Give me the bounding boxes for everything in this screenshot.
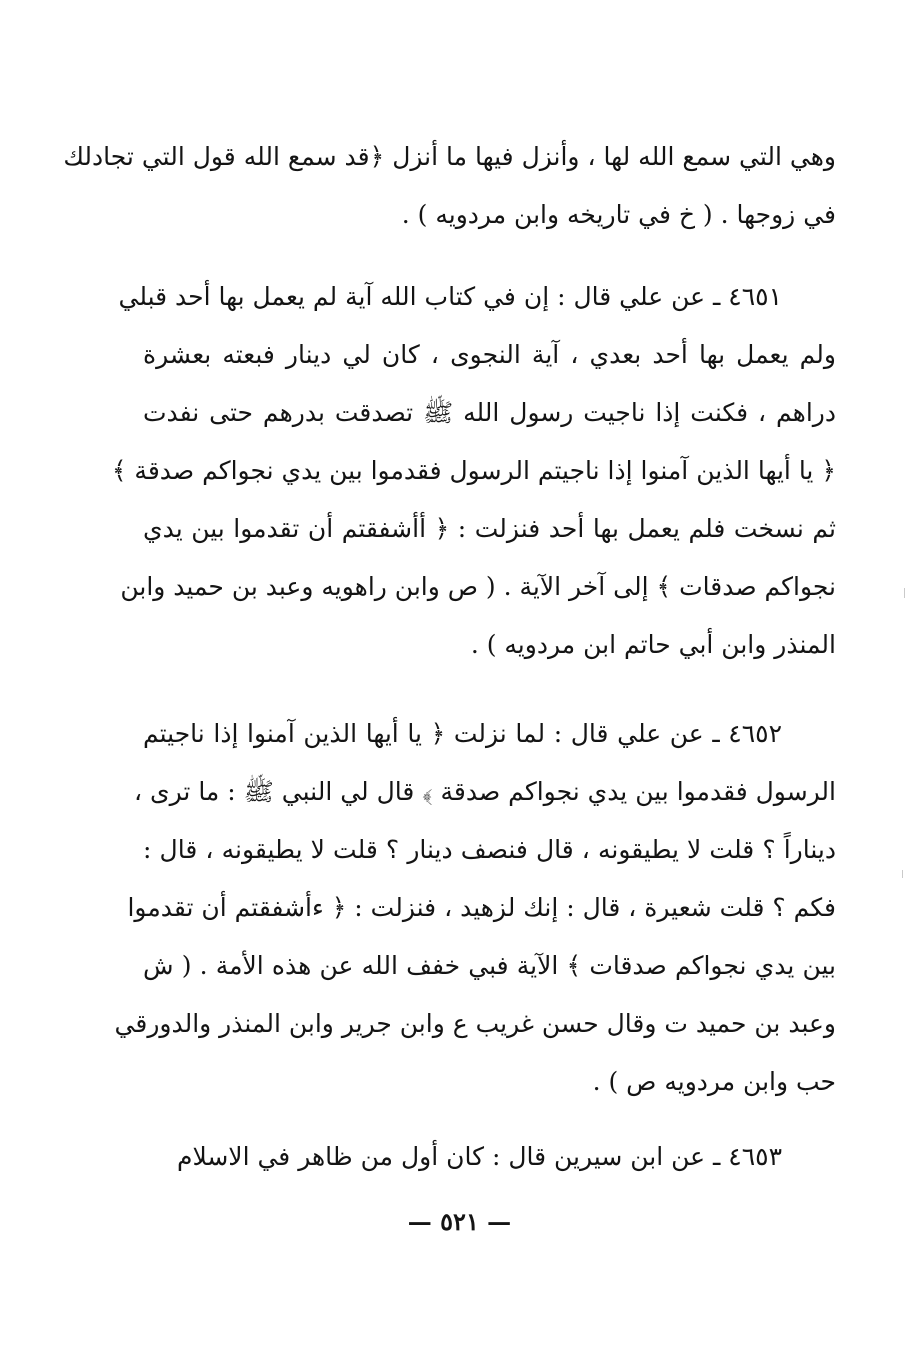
scan-artifact [902, 870, 903, 878]
text-line: نجواكم صدقات ﴾ إلى آخر الآية . ( ص وابن راهويه وعبد بن حميد وابن [120, 572, 836, 601]
scan-artifact [904, 588, 905, 598]
text-line: ٤٦٥١ ـ عن علي قال : إن في كتاب الله آية لم يعمل بها أحد قبلي [118, 282, 782, 311]
text-line: فكم ؟ قلت شعيرة ، قال : إنك لزهيد ، فنزلت : ﴿ ءأشفقتم أن تقدموا [127, 893, 836, 922]
text-line: ثم نسخت فلم يعمل بها أحد فنزلت : ﴿ أأشفقتم أن تقدموا بين يدي [143, 514, 836, 543]
text-line: الرسول فقدموا بين يدي نجواكم صدقة ﴾ قال لي النبي ﷺ : ما ترى ، [134, 777, 836, 806]
text-line: ولم يعمل بها أحد بعدي ، آية النجوى ، كان لي دينار فبعته بعشرة [143, 340, 836, 369]
paragraph-continuation [63, 128, 836, 244]
text-line: في زوجها . ( خ في تاريخه وابن مردويه ) . [401, 200, 836, 229]
text-line: وعبد بن حميد ت وقال حسن غريب ع وابن جرير وابن المنذر والدورقي [114, 1009, 836, 1038]
hadith-4652 [114, 705, 836, 1111]
text-line: وهي التي سمع الله لها ، وأنزل فيها ما أنزل ﴿قد سمع الله قول التي تجادلك [63, 142, 836, 171]
hadith-4653 [143, 1128, 836, 1186]
text-line: ٤٦٥٢ ـ عن علي قال : لما نزلت ﴿ يا أيها الذين آمنوا إذا ناجيتم [143, 719, 782, 748]
text-line: حب وابن مردويه ص ) . [592, 1067, 836, 1096]
text-line: ديناراً ؟ قلت لا يطيقونه ، قال فنصف دينار ؟ قلت لا يطيقونه ، قال : [143, 835, 836, 864]
text-line: المنذر وابن أبي حاتم ابن مردويه ) . [470, 630, 836, 659]
text-line: دراهم ، فكنت إذا ناجيت رسول الله ﷺ تصدقت بدرهم حتى نفدت [143, 398, 836, 427]
text-line: ٤٦٥٣ ـ عن ابن سيرين قال : كان أول من ظاهر في الاسلام [176, 1142, 782, 1171]
hadith-4651 [111, 268, 836, 674]
page-number: — ٥٢١ — [407, 1207, 512, 1236]
text-line: ﴿ يا أيها الذين آمنوا إذا ناجيتم الرسول فقدموا بين يدي نجواكم صدقة ﴾ [111, 456, 836, 485]
text-line: بين يدي نجواكم صدقات ﴾ الآية فبي خفف الله عن هذه الأمة . ( ش [143, 951, 836, 980]
